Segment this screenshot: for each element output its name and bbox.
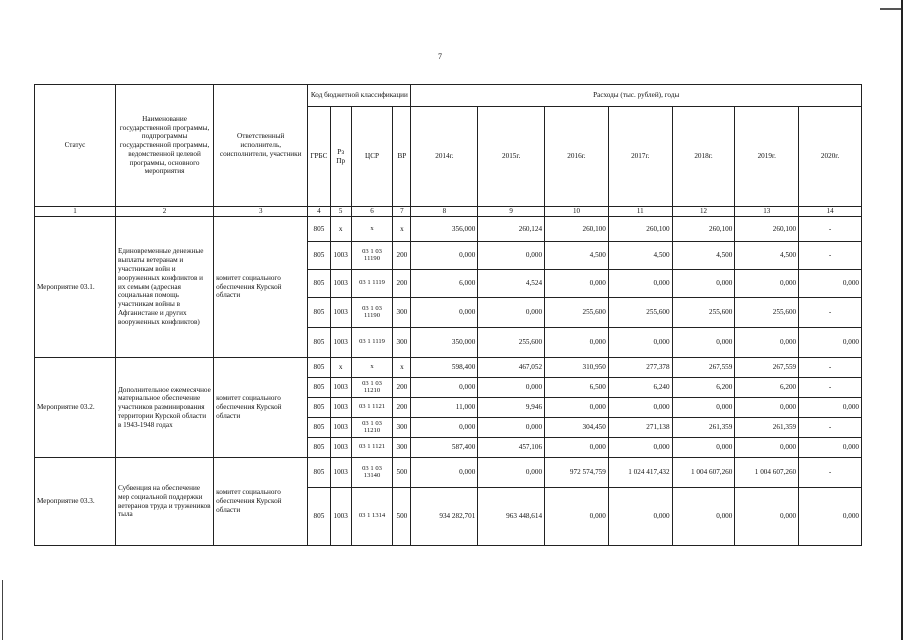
grbs-cell: 805 — [308, 270, 330, 298]
expense-cell: - — [799, 458, 862, 488]
expense-cell: 4,500 — [545, 242, 609, 270]
column-number: 5 — [330, 207, 351, 217]
column-number: 6 — [351, 207, 392, 217]
rzpr-cell: 1003 — [330, 488, 351, 546]
rzpr-cell: 1003 — [330, 298, 351, 328]
page-number: 7 — [438, 52, 442, 61]
expense-cell: 0,000 — [672, 328, 735, 358]
executor-cell: комитет социального обеспечения Курской области — [214, 458, 308, 546]
rzpr-cell: 1003 — [330, 458, 351, 488]
measure-name-cell: Субвенция на обеспечение мер социальной поддержки ветеранов труда и тружеников тыла — [115, 458, 213, 546]
csr-cell: х — [351, 217, 392, 242]
expense-cell: 467,052 — [478, 358, 545, 378]
header-rzpr: Рз Пр — [330, 107, 351, 207]
header-year: 2014г. — [411, 107, 478, 207]
expense-cell: 0,000 — [799, 398, 862, 418]
vr-cell: 300 — [393, 438, 411, 458]
scan-edge-top — [880, 8, 902, 10]
header-year: 2018г. — [672, 107, 735, 207]
expense-cell: 0,000 — [608, 398, 672, 418]
csr-cell: 03 1 1119 — [351, 270, 392, 298]
rzpr-cell: х — [330, 217, 351, 242]
rzpr-cell: х — [330, 358, 351, 378]
header-executor: Ответственный исполнитель, соисполнители, участники — [214, 85, 308, 207]
expense-cell: 267,559 — [735, 358, 799, 378]
grbs-cell: 805 — [308, 488, 330, 546]
measure-name-cell: Единовременные денежные выплаты ветеранам и участникам войн и вооруженных конфликтов и их семьям (адресная социальная помощь участникам войны в Афганистане и других вооруженных конфликтов) — [115, 217, 213, 358]
expense-cell: 0,000 — [799, 438, 862, 458]
expense-cell: 0,000 — [672, 270, 735, 298]
expense-cell: - — [799, 418, 862, 438]
expense-cell: 255,600 — [478, 328, 545, 358]
expense-cell: 255,600 — [608, 298, 672, 328]
status-cell: Мероприятие 03.2. — [35, 358, 116, 458]
expense-cell: 972 574,759 — [545, 458, 609, 488]
csr-cell: 03 1 1121 — [351, 398, 392, 418]
table-row — [35, 217, 862, 242]
expense-cell: 598,400 — [411, 358, 478, 378]
expense-cell: 9,946 — [478, 398, 545, 418]
expense-cell: 0,000 — [672, 398, 735, 418]
expense-cell: 0,000 — [608, 270, 672, 298]
rzpr-cell: 1003 — [330, 270, 351, 298]
expense-cell: 0,000 — [672, 488, 735, 546]
grbs-cell: 805 — [308, 378, 330, 398]
expense-cell: 304,450 — [545, 418, 609, 438]
expense-cell: 0,000 — [478, 458, 545, 488]
expense-cell: 1 024 417,432 — [608, 458, 672, 488]
executor-cell: комитет социального обеспечения Курской области — [214, 217, 308, 358]
vr-cell: 300 — [393, 298, 411, 328]
expense-cell: 261,359 — [735, 418, 799, 438]
column-number: 7 — [393, 207, 411, 217]
expense-cell: 260,100 — [545, 217, 609, 242]
expense-cell: 0,000 — [478, 242, 545, 270]
expense-cell: 271,138 — [608, 418, 672, 438]
grbs-cell: 805 — [308, 328, 330, 358]
header-csr: ЦСР — [351, 107, 392, 207]
rzpr-cell: 1003 — [330, 438, 351, 458]
expense-cell: 6,000 — [411, 270, 478, 298]
expense-cell: 0,000 — [545, 438, 609, 458]
header-budget-code: Код бюджетной классификации — [308, 85, 411, 107]
expense-cell: 4,500 — [735, 242, 799, 270]
expense-cell: 260,100 — [672, 217, 735, 242]
grbs-cell: 805 — [308, 398, 330, 418]
expense-cell: 310,950 — [545, 358, 609, 378]
expense-cell: - — [799, 217, 862, 242]
column-number: 9 — [478, 207, 545, 217]
expense-cell: 0,000 — [478, 298, 545, 328]
grbs-cell: 805 — [308, 458, 330, 488]
expense-cell: 0,000 — [735, 398, 799, 418]
table-body — [35, 217, 862, 546]
expense-cell: 963 448,614 — [478, 488, 545, 546]
column-number: 4 — [308, 207, 330, 217]
expense-cell: 0,000 — [799, 488, 862, 546]
expense-cell: 277,378 — [608, 358, 672, 378]
expense-cell: 0,000 — [411, 242, 478, 270]
column-number: 10 — [545, 207, 609, 217]
expense-cell: 0,000 — [735, 488, 799, 546]
vr-cell: 200 — [393, 398, 411, 418]
grbs-cell: 805 — [308, 217, 330, 242]
expense-cell: 4,500 — [608, 242, 672, 270]
scan-edge-right — [901, 0, 903, 640]
expense-cell: 587,400 — [411, 438, 478, 458]
csr-cell: 03 1 03 11190 — [351, 242, 392, 270]
expense-cell: 0,000 — [545, 270, 609, 298]
measure-name-cell: Дополнительное ежемесячное материальное обеспечение участников разминирования территории Курской области в 1943-1948 годах — [115, 358, 213, 458]
csr-cell: 03 1 03 13140 — [351, 458, 392, 488]
rzpr-cell: 1003 — [330, 378, 351, 398]
column-number: 2 — [115, 207, 213, 217]
column-number-row — [35, 207, 862, 217]
expense-cell: 0,000 — [608, 438, 672, 458]
status-cell: Мероприятие 03.1. — [35, 217, 116, 358]
expense-cell: 0,000 — [735, 270, 799, 298]
rzpr-cell: 1003 — [330, 418, 351, 438]
vr-cell: 300 — [393, 328, 411, 358]
column-number: 14 — [799, 207, 862, 217]
header-year: 2016г. — [545, 107, 609, 207]
expense-cell: 255,600 — [672, 298, 735, 328]
grbs-cell: 805 — [308, 298, 330, 328]
expense-cell: 4,500 — [672, 242, 735, 270]
header-year: 2019г. — [735, 107, 799, 207]
header-status: Статус — [35, 85, 116, 207]
expense-cell: 0,000 — [799, 328, 862, 358]
expense-cell: 260,100 — [608, 217, 672, 242]
scan-edge-left — [2, 580, 3, 640]
expense-cell: 356,000 — [411, 217, 478, 242]
expense-cell: 0,000 — [411, 378, 478, 398]
expense-cell: 255,600 — [735, 298, 799, 328]
expense-cell: 0,000 — [478, 378, 545, 398]
column-number: 11 — [608, 207, 672, 217]
vr-cell: х — [393, 217, 411, 242]
expense-cell: 0,000 — [478, 418, 545, 438]
header-grbs: ГРБС — [308, 107, 330, 207]
expense-cell: 260,124 — [478, 217, 545, 242]
vr-cell: 200 — [393, 270, 411, 298]
expense-cell: 267,559 — [672, 358, 735, 378]
expense-cell: 0,000 — [545, 488, 609, 546]
header-year: 2020г. — [799, 107, 862, 207]
expense-cell: 0,000 — [411, 298, 478, 328]
expense-cell: 0,000 — [799, 270, 862, 298]
expense-cell: 0,000 — [411, 458, 478, 488]
rzpr-cell: 1003 — [330, 242, 351, 270]
expense-cell: 0,000 — [672, 438, 735, 458]
expense-cell: 260,100 — [735, 217, 799, 242]
expense-cell: 4,524 — [478, 270, 545, 298]
status-cell: Мероприятие 03.3. — [35, 458, 116, 546]
column-number: 1 — [35, 207, 116, 217]
expense-cell: 1 004 607,260 — [735, 458, 799, 488]
executor-cell: комитет социального обеспечения Курской области — [214, 358, 308, 458]
expense-cell: 0,000 — [411, 418, 478, 438]
grbs-cell: 805 — [308, 438, 330, 458]
expense-cell: 0,000 — [545, 398, 609, 418]
vr-cell: 500 — [393, 458, 411, 488]
expense-cell: 6,240 — [608, 378, 672, 398]
expense-cell: 6,200 — [672, 378, 735, 398]
vr-cell: 200 — [393, 378, 411, 398]
csr-cell: 03 1 1119 — [351, 328, 392, 358]
csr-cell: 03 1 03 11210 — [351, 418, 392, 438]
expense-cell: 457,106 — [478, 438, 545, 458]
column-number: 3 — [214, 207, 308, 217]
vr-cell: х — [393, 358, 411, 378]
rzpr-cell: 1003 — [330, 328, 351, 358]
rzpr-cell: 1003 — [330, 398, 351, 418]
expense-cell: 0,000 — [735, 328, 799, 358]
csr-cell: 03 1 03 11190 — [351, 298, 392, 328]
expense-cell: 261,359 — [672, 418, 735, 438]
expense-cell: 0,000 — [545, 328, 609, 358]
csr-cell: 03 1 1121 — [351, 438, 392, 458]
expense-cell: 1 004 607,260 — [672, 458, 735, 488]
csr-cell: 03 1 1314 — [351, 488, 392, 546]
expense-cell: - — [799, 378, 862, 398]
header-vr: ВР — [393, 107, 411, 207]
expense-cell: - — [799, 358, 862, 378]
column-number: 12 — [672, 207, 735, 217]
expense-cell: 6,500 — [545, 378, 609, 398]
expense-cell: - — [799, 298, 862, 328]
column-number: 8 — [411, 207, 478, 217]
grbs-cell: 805 — [308, 418, 330, 438]
header-expenses: Расходы (тыс. рублей), годы — [411, 85, 862, 107]
header-year: 2015г. — [478, 107, 545, 207]
header-name: Наименование государственной программы, подпрограммы государственной программы, ведомственной целевой программы, основного мероприятия — [115, 85, 213, 207]
table-row — [35, 358, 862, 378]
csr-cell: х — [351, 358, 392, 378]
expense-cell: 255,600 — [545, 298, 609, 328]
table-row — [35, 458, 862, 488]
expense-cell: 0,000 — [735, 438, 799, 458]
expense-cell: 0,000 — [608, 328, 672, 358]
vr-cell: 500 — [393, 488, 411, 546]
header-year: 2017г. — [608, 107, 672, 207]
expense-cell: 6,200 — [735, 378, 799, 398]
expense-cell: - — [799, 242, 862, 270]
grbs-cell: 805 — [308, 358, 330, 378]
column-number: 13 — [735, 207, 799, 217]
budget-expenses-table — [34, 84, 862, 546]
expense-cell: 934 282,701 — [411, 488, 478, 546]
expense-cell: 0,000 — [608, 488, 672, 546]
expense-cell: 11,000 — [411, 398, 478, 418]
expense-cell: 350,000 — [411, 328, 478, 358]
grbs-cell: 805 — [308, 242, 330, 270]
csr-cell: 03 1 03 11210 — [351, 378, 392, 398]
vr-cell: 300 — [393, 418, 411, 438]
vr-cell: 200 — [393, 242, 411, 270]
